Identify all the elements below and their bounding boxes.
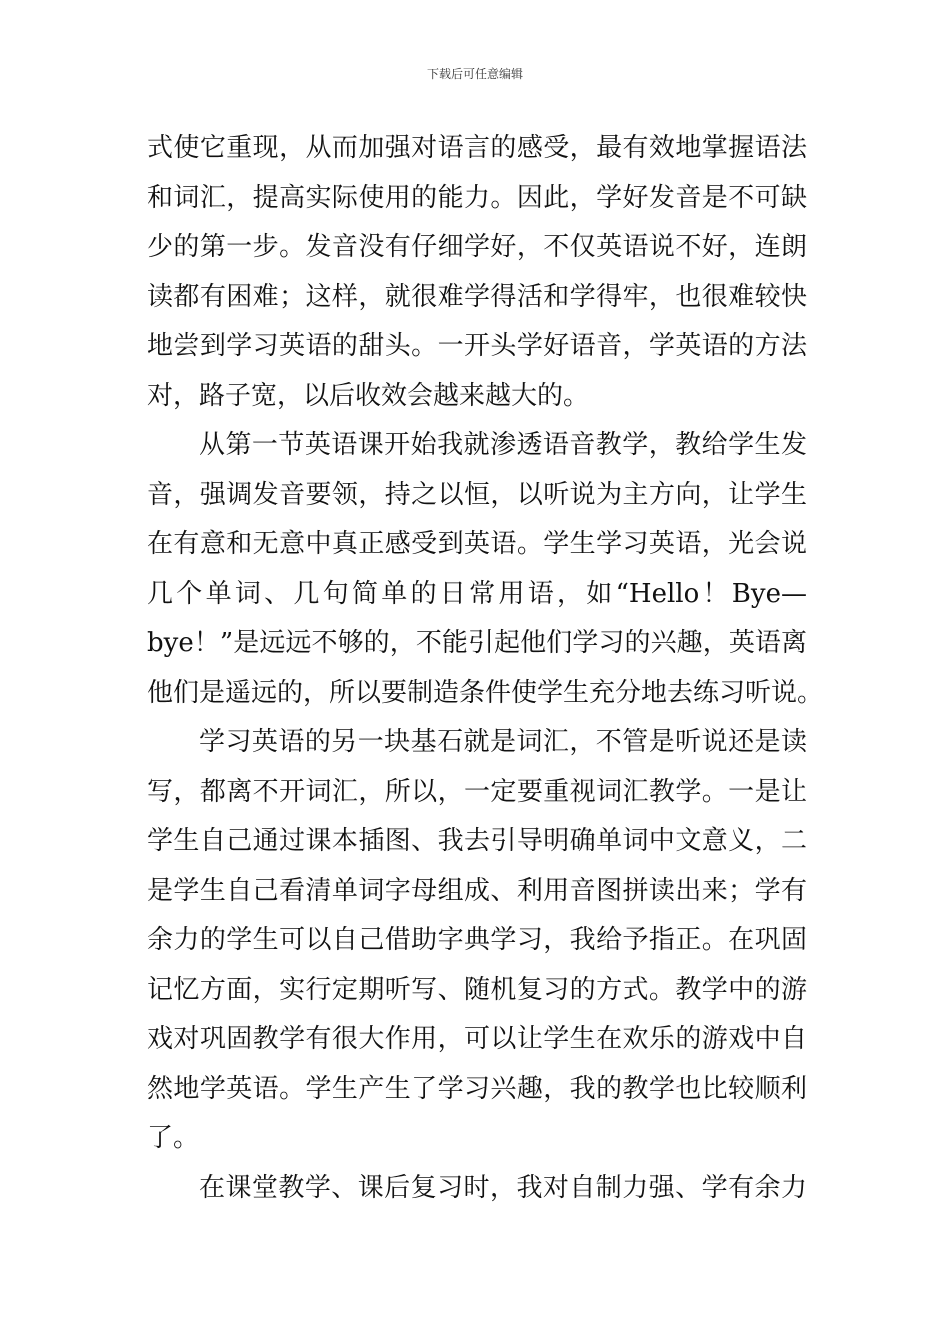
text-line: 读都有困难；这样，就很难学得活和学得牢，也很难较快 [147, 281, 807, 312]
text-line: 少的第一步。发音没有仔细学好，不仅英语说不好，连朗 [147, 232, 807, 262]
text-line: 学生自己通过课本插图、我去引导明确单词中文意义，二 [147, 826, 807, 856]
text-line: 式使它重现，从而加强对语言的感受，最有效地掌握语法 [147, 133, 807, 163]
body-text [147, 124, 824, 1213]
text-line: 然地学英语。学生产生了学习兴趣，我的教学也比较顺利 [147, 1073, 807, 1104]
text-line: 戏对巩固教学有很大作用，可以让学生在欢乐的游戏中自 [147, 1024, 807, 1054]
text-line: 他们是遥远的，所以要制造条件使学生充分地去练习听说。 [147, 677, 824, 708]
paragraph-first-line: 从第一节英语课开始我就渗透语音教学，教给学生发 [199, 430, 807, 460]
text-line: 和词汇，提高实际使用的能力。因此，学好发音是不可缺 [147, 182, 807, 213]
text-line: 几个单词、几句简单的日常用语，如“Hello！Bye— [147, 578, 807, 609]
paragraph-first-line: 学习英语的另一块基石就是词汇，不管是听说还是读 [199, 727, 807, 757]
text-line: 地尝到学习英语的甜头。一开头学好语音，学英语的方法 [147, 331, 807, 361]
text-line: 记忆方面，实行定期听写、随机复习的方式。教学中的游 [147, 974, 807, 1005]
text-line: bye！”是远远不够的，不能引起他们学习的兴趣，英语离 [147, 628, 807, 658]
paragraph-first-line: 在课堂教学、课后复习时，我对自制力强、学有余力 [199, 1172, 807, 1203]
page-header: 下载后可任意编辑 [426, 67, 523, 81]
text-line: 对，路子宽，以后收效会越来越大的。 [147, 380, 590, 411]
text-line: 是学生自己看清单词字母组成、利用音图拼读出来；学有 [147, 875, 807, 906]
text-line: 在有意和无意中真正感受到英语。学生学习英语，光会说 [147, 529, 807, 559]
text-line: 音，强调发音要领，持之以恒，以听说为主方向，让学生 [147, 479, 807, 510]
text-line: 写，都离不开词汇，所以，一定要重视词汇教学。一是让 [147, 776, 807, 807]
text-line: 了。 [147, 1123, 200, 1153]
text-line: 余力的学生可以自己借助字典学习，我给予指正。在巩固 [147, 925, 807, 955]
